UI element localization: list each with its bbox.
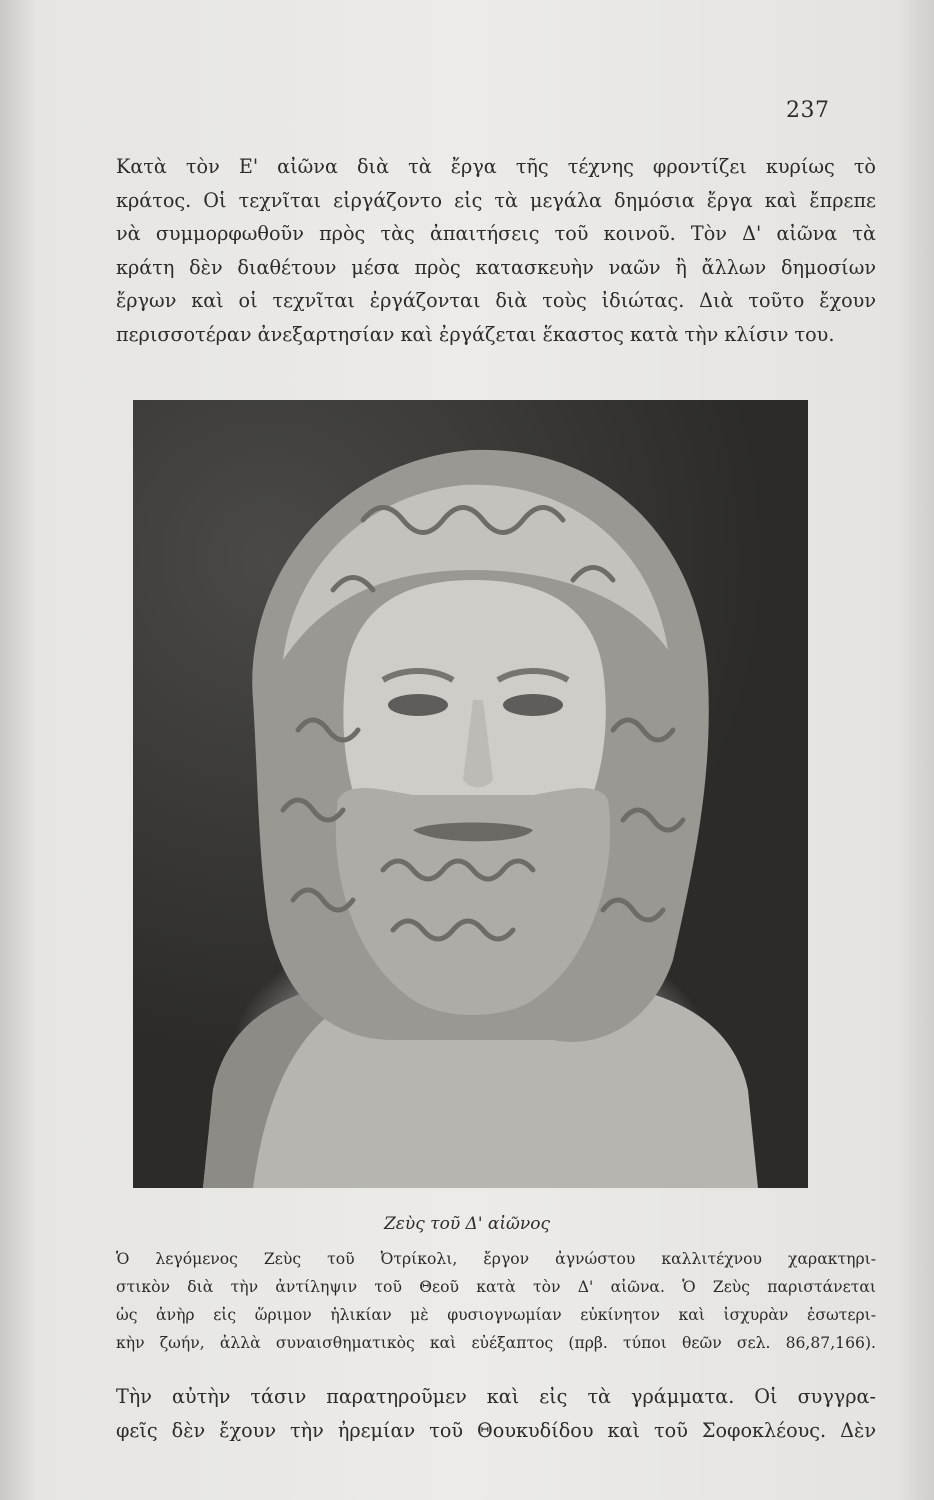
- caption-line: Ὁ λεγόμενος Ζεὺς τοῦ Ὀτρίκολι, ἔργον ἀγνώστου καλλιτέχνου χαρακτηρι-: [116, 1250, 876, 1268]
- text-line: Τὴν αὐτὴν τάσιν παρατηροῦμεν καὶ εἰς τὰ γράμματα. Οἱ συγγρα-: [116, 1385, 876, 1408]
- figure-caption-title: Ζεὺς τοῦ Δ' αἰῶνος: [383, 1214, 551, 1234]
- caption-line: ὡς ἀνὴρ εἰς ὥριμον ἡλικίαν μὲ φυσιογνωμίαν εὐκίνητον καὶ ἰσχυρὰν ἐσωτερι-: [116, 1306, 876, 1324]
- zeus-bust-photograph: [133, 400, 808, 1188]
- text-line: κράτος. Οἱ τεχνῖται εἰργάζοντο εἰς τὰ μεγάλα δημόσια ἔργα καὶ ἔπρεπε: [116, 188, 876, 212]
- figure-caption: [116, 1245, 876, 1357]
- caption-line: στικὸν διὰ τὴν ἀντίληψιν τοῦ Θεοῦ κατὰ τὸν Δ' αἰῶνα. Ὁ Ζεὺς παριστάνεται: [116, 1278, 876, 1296]
- text-line: φεῖς δὲν ἔχουν τὴν ἠρεμίαν τοῦ Θουκυδίδου καὶ τοῦ Σοφοκλέους. Δὲν: [116, 1418, 876, 1442]
- page-number: 237: [786, 98, 830, 123]
- bottom-paragraph: [116, 1380, 876, 1447]
- text-line: νὰ συμμορφωθοῦν πρὸς τὰς ἀπαιτήσεις τοῦ κοινοῦ. Τὸν Δ' αἰῶνα τὰ: [116, 222, 876, 245]
- bust-illustration: [133, 400, 808, 1188]
- text-line: Κατὰ τὸν Ε' αἰῶνα διὰ τὰ ἔργα τῆς τέχνης φροντίζει κυρίως τὸ: [116, 155, 876, 178]
- caption-line: κὴν ζωήν, ἀλλὰ συναισθηματικὸς καὶ εὐέξαπτος (πρβ. τύποι θεῶν σελ. 86,87,166).: [116, 1334, 876, 1352]
- text-line: ἔργων καὶ οἱ τεχνῖται ἐργάζονται διὰ τοὺς ἰδιώτας. Διὰ τοῦτο ἔχουν: [116, 289, 876, 312]
- top-paragraph: [116, 150, 876, 351]
- text-line: κράτη δὲν διαθέτουν μέσα πρὸς κατασκευὴν ναῶν ἢ ἄλλων δημοσίων: [116, 255, 876, 279]
- text-line: περισσοτέραν ἀνεξαρτησίαν καὶ ἐργάζεται ἕκαστος κατὰ τὴν κλίσιν του.: [116, 322, 835, 346]
